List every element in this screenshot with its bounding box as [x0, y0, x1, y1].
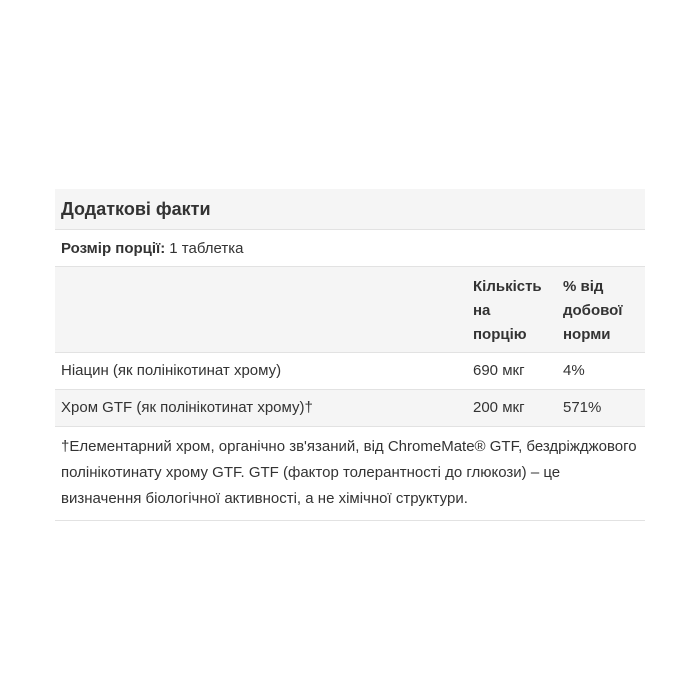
footnote: †Елементарний хром, органічно зв'язаний, від ChromeMate® GTF, бездріжджового полінікотинату хрому GTF. GTF (фактор толерантності до глюкози) – це визначення біологічної активності, а не хімічної структури.: [55, 427, 645, 521]
table-row: [55, 353, 645, 390]
nutrient-amount: 690 мкг: [473, 362, 525, 379]
table-title: Додаткові факти: [61, 198, 211, 219]
nutrient-daily-value: 4%: [563, 362, 585, 379]
serving-size-value: 1 таблетка: [169, 239, 244, 257]
daily-value-header: % від добової норми: [563, 278, 623, 343]
nutrient-daily-value: 571%: [563, 399, 602, 416]
title-row: [55, 189, 645, 230]
supplement-facts-table: [55, 189, 645, 521]
nutrient-name: Ніацин (як полінікотинат хрому): [61, 362, 282, 379]
nutrient-amount: 200 мкг: [473, 399, 525, 416]
table-row: [55, 390, 645, 427]
serving-size-row: [55, 230, 645, 267]
serving-size-label: Розмір порції:: [61, 239, 166, 257]
column-header-row: [55, 267, 645, 353]
amount-per-serving-header: Кількість на порцію: [473, 278, 542, 343]
nutrient-name: Хром GTF (як полінікотинат хрому)†: [61, 399, 313, 416]
